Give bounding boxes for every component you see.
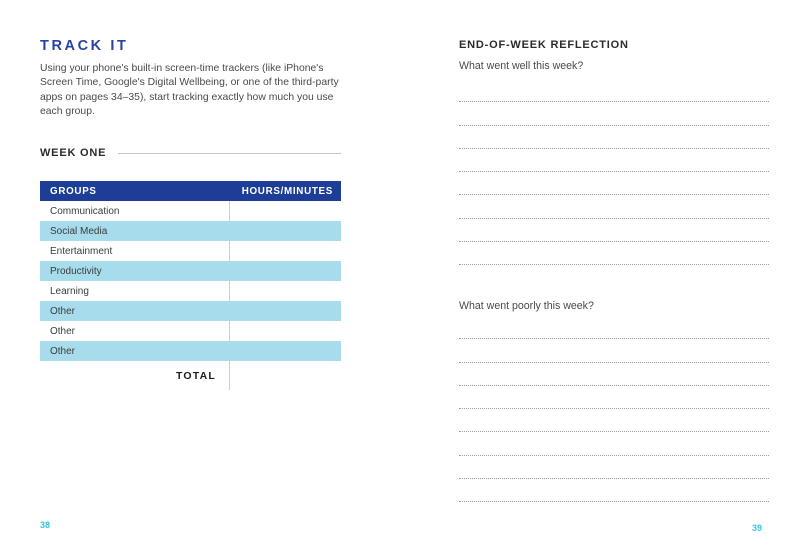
- week-one-label: WEEK ONE: [40, 147, 107, 159]
- reflection-title: END-OF-WEEK REFLECTION: [459, 39, 629, 51]
- week-one-rule: [118, 153, 341, 154]
- dotted-line: [459, 363, 769, 386]
- dotted-line: [459, 409, 769, 432]
- table-header: [40, 181, 341, 201]
- table-row: [40, 281, 341, 301]
- table-row: [40, 321, 341, 341]
- intro-line: each group.: [40, 106, 95, 118]
- week-one-section-header: [40, 147, 341, 159]
- intro-line: apps on pages 34–35), start tracking exactly how much you use: [40, 91, 334, 103]
- group-cell: Productivity: [50, 265, 102, 277]
- dotted-line: [459, 79, 769, 102]
- question-prompt-well: What went well this week?: [459, 60, 584, 72]
- groups-table: [40, 181, 341, 390]
- dotted-line: [459, 456, 769, 479]
- table-row: [40, 221, 341, 241]
- column-header-groups: GROUPS: [50, 185, 97, 197]
- groups-table-rows: [40, 201, 341, 361]
- dotted-line: [459, 316, 769, 339]
- page-number-left: 38: [40, 520, 51, 530]
- dotted-line: [459, 386, 769, 409]
- dotted-line: [459, 149, 769, 172]
- dotted-line: [459, 195, 769, 218]
- group-cell: Other: [50, 305, 76, 317]
- dotted-line: [459, 432, 769, 455]
- table-row: [40, 241, 341, 261]
- table-row: [40, 201, 341, 221]
- dotted-line: [459, 102, 769, 125]
- dotted-line: [459, 126, 769, 149]
- intro-paragraph: [40, 62, 360, 120]
- column-divider: [229, 201, 230, 390]
- group-cell: Learning: [50, 285, 89, 297]
- dotted-line: [459, 339, 769, 362]
- page-number-right: 39: [752, 523, 763, 533]
- table-row: [40, 301, 341, 321]
- table-row: [40, 261, 341, 281]
- group-cell: Communication: [50, 205, 120, 217]
- total-label: TOTAL: [175, 369, 216, 382]
- group-cell: Other: [50, 325, 76, 337]
- dotted-line: [459, 242, 769, 265]
- dotted-line: [459, 172, 769, 195]
- answer-lines-well: [459, 79, 769, 265]
- answer-lines-poorly: [459, 316, 769, 502]
- group-cell: Entertainment: [50, 245, 113, 257]
- intro-line: Using your phone's built-in screen-time trackers (like iPhone's: [40, 63, 324, 74]
- group-cell: Social Media: [50, 225, 108, 237]
- dotted-line: [459, 219, 769, 242]
- table-row: [40, 341, 341, 361]
- group-cell: Other: [50, 345, 76, 357]
- intro-line: Screen Time, Google's Digital Wellbeing, or one of the third-party: [40, 77, 339, 89]
- question-prompt-poorly: What went poorly this week?: [459, 300, 594, 312]
- total-row: [40, 361, 341, 390]
- column-header-hours: HOURS/MINUTES: [241, 185, 333, 197]
- page-title: TRACK IT: [40, 38, 129, 54]
- dotted-line: [459, 479, 769, 502]
